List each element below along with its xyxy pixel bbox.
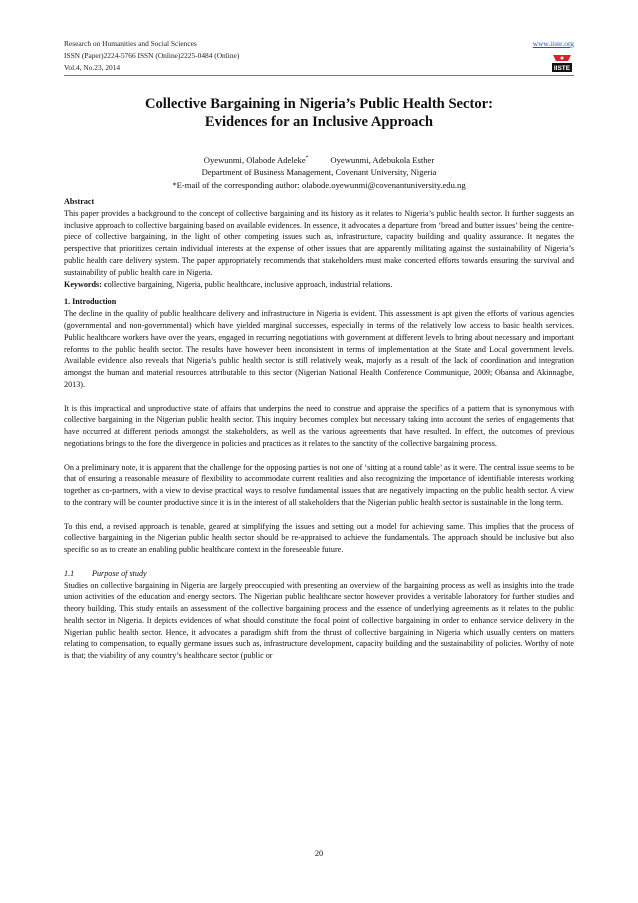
purpose-number: 1.1	[64, 568, 75, 578]
author-names	[64, 152, 574, 166]
iiste-logo-icon	[550, 53, 574, 73]
author-2: Oyewunmi, Adebukola Esther	[330, 154, 435, 165]
title-line-1: Collective Bargaining in Nigeria’s Public Health Sector:	[144, 96, 494, 112]
paper-title	[64, 95, 574, 131]
intro-paragraph-1: The decline in the quality of public healthcare delivery and infrastructure in Nigeria is evident. This assessment is apt given the efforts of various agencies (governmental and non-governmental) which have yielded marginal successes, especially in terms of the relatively low access to basic health services. Public healthcare workers have over the years, engaged in recurring negotiations with government at different levels to bring about necessary and important reforms to the public health sector. The results have however been inconsistent in terms of implementation at the State and Local government levels. Available evidence also reveals that Nigeria’s public health sector is still relatively weak, majorly as a result of the lack of coordination and integration amongst the human and material resources attributable to this sector (Nigerian National Health Conference Communique, 2009; Obansa and Akinnagbe, 2013).	[64, 309, 574, 389]
intro-paragraph-3: On a preliminary note, it is apparent that the challenge for the opposing parties is not one of ‘sitting at a round table’ as it were. The central issue seems to be that of ensuring a reasonable measure of flexibility to accommodate current realities and also recognizing the importance of identifiable interests working together as co-partners, with a view to devise practical ways to resolve fundamental issues that are negatively impacting on the public health sector. A view to the contrary will be counter productive since it is in the interest of all stakeholders that the Nigerian public health sector is sustainable in the long term.	[64, 462, 574, 507]
purpose-paragraph: Studies on collective bargaining in Nigeria are largely preoccupied with presenting an overview of the bargaining process as well as insights into the trade union activities of the education and energy sectors. The Nigerian public healthcare sector however provides a veritable laboratory for further studies and theory building. This study entails an assessment of the collective bargaining process and the essence of underlying agreements as it relates to the public health sector in Nigeria. It depicts evidences of what should constitute the focal point of collective bargaining in order to enhance service delivery in the Nigerian public health sector. Hence, it advocates a paradigm shift from the thrust of collective bargaining in Nigeria which usually centers on matters relating to compensation, to equally germane issues such as, infrastructure development, capacity building and the sustainability of policies. Worthy of note is that; the viability of any country’s healthcare sector (public or	[64, 580, 574, 661]
keywords-list: ollective bargaining, Nigeria, public healthcare, inclusive approach, industrial relations.	[107, 279, 393, 289]
purpose-title: Purpose of study	[92, 568, 147, 578]
title-line-2: Evidences for an Inclusive Approach	[204, 114, 434, 130]
page-number: 20	[314, 849, 324, 858]
header-divider	[64, 75, 574, 76]
journal-name: Research on Humanities and Social Sciences	[64, 39, 197, 48]
introduction-heading: 1. Introduction	[64, 297, 117, 307]
running-header	[64, 38, 574, 74]
corresponding-mark: *	[305, 155, 309, 161]
volume-line: Vol.4, No.23, 2014	[64, 63, 121, 72]
abstract-heading: Abstract	[64, 197, 95, 206]
issn-line: ISSN (Paper)2224-5766 ISSN (Online)2225-0484 (Online)	[64, 51, 240, 60]
svg-text:IISTE: IISTE	[553, 65, 571, 73]
intro-paragraph-2: It is this impractical and unproductive state of affairs that underpins the need to construe and appraise the specifics of a pattern that is synonymous with collective bargaining in the Nigerian public health sector. This inquiry becomes complex but necessary taking into account the series of engagements that have occurred at different periods amongst the stakeholders, as well as the various agreements that have resulted. In effect, the outcomes of previous negotiations brings to the fore the divergence in policies and practices as it relates to the sanctity of the collective bargaining process.	[64, 403, 574, 448]
intro-paragraph-4: To this end, a revised approach is tenable, geared at simplifying the issues and setting out a model for achieving same. This implies that the process of collective bargaining in the Nigerian public health sector should be re-appraised to achieve the fundamentals. The approach should be inclusive but also specific so as to create an enabling public healthcare context in the foreseeable future.	[64, 521, 574, 555]
paper-body	[64, 196, 574, 662]
abstract-text: This paper provides a background to the concept of collective bargaining and its history as it relates to Nigeria’s public health sector. It further suggests an inclusive approach to collective bargaining based on available evidences. In essence, it advocates a departure from ‘bread and butter issues’ being the centre-piece of collective bargaining, in the light of other competing issues such as, infrastructure, capacity building and quality assurance. It negates the perspective that prioritizes certain individual interests at the expense of other issues that are apparently militating against the sustainability of Nigeria’s public health care delivery system. The paper appropriately recommends that stakeholders must make concerted efforts towards ensuring the survival and sustainability of public health care in Nigeria.	[64, 208, 575, 277]
affiliation: Department of Business Management, Covenant University, Nigeria	[201, 167, 437, 178]
author-block	[64, 152, 574, 192]
author-1: Oyewunmi, Olabode Adeleke	[203, 154, 306, 165]
purpose-heading	[64, 568, 574, 580]
keywords-label: Keywords: c	[64, 279, 108, 289]
keywords-line	[64, 279, 574, 291]
journal-url-link[interactable]: www.iiste.org	[532, 39, 574, 48]
corresponding-email: *E-mail of the corresponding author: olabode.oyewunmi@covenantuniversity.edu.ng	[172, 180, 466, 191]
